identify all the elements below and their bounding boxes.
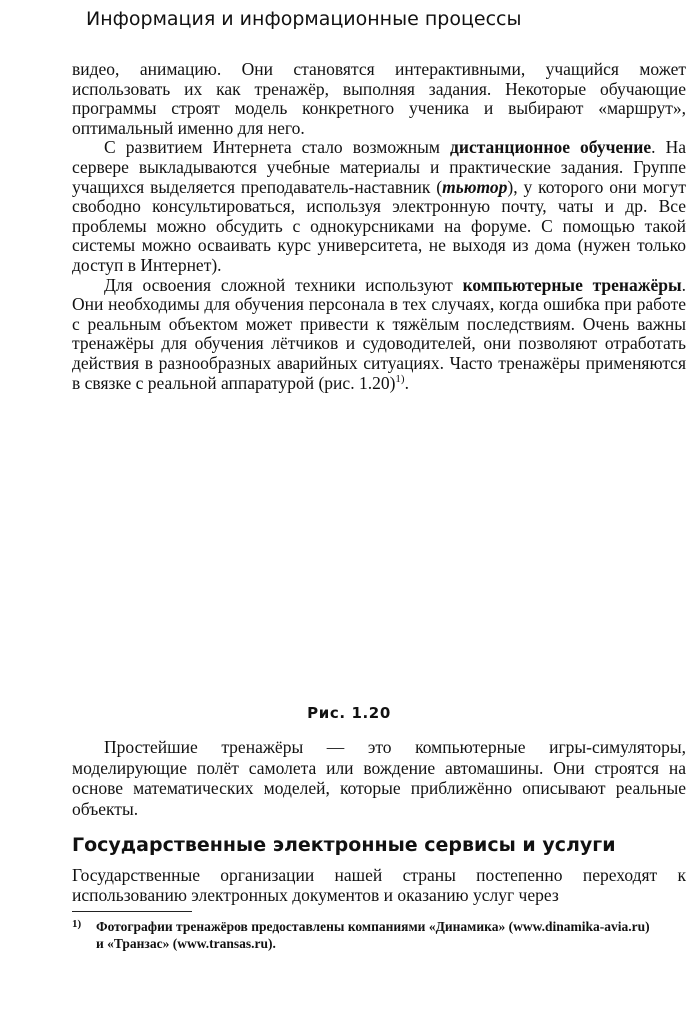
- p2-pre: С развитием Интернета стало возможным: [104, 137, 451, 158]
- paragraph-simulators: [72, 276, 686, 394]
- p2-post: ), у которого они могут свободно консультироваться, используя электронную почту, чаты и др. Все проблемы можно обсудить с однокурсниками на форуме. С помощью такой системы можно осваивать курс университета, не выходя из дома (нужен только доступ в Интернет).: [72, 176, 686, 275]
- footnote-mark: 1): [72, 918, 82, 930]
- p3-end: .: [404, 372, 409, 393]
- section-heading: Государственные электронные сервисы и услуги: [72, 834, 616, 856]
- p2-mid: . На сервере выкладываются учебные материалы и практические задания. Группе учащихся выделяется преподаватель-наставник (: [72, 137, 686, 197]
- p3-pre: Для освоения сложной техники используют: [104, 274, 463, 295]
- paragraph-distance-learning: [72, 138, 686, 275]
- footnote: [72, 918, 656, 952]
- main-text: [72, 60, 686, 393]
- footnote-divider: [72, 911, 192, 912]
- footnote-text: Фотографии тренажёров предоставлены компаниями «Динамика» (www.dinamika-avia.ru) и «Транзас» (www.transas.ru).: [96, 919, 650, 951]
- term-distance-learning: дистанционное обучение: [450, 137, 652, 158]
- simple-simulators-text: [72, 737, 686, 819]
- term-computer-simulators: компьютерные тренажёры: [462, 274, 682, 295]
- section-text: [72, 865, 686, 905]
- paragraph-simple-simulators: Простейшие тренажёры — это компьютерные игры-симуляторы, моделирующие полёт самолета или вождение автомашины. Они строятся на основе математических моделей, которые приближённо описывают реальные объекты.: [72, 737, 686, 819]
- p3-post: . Они необходимы для обучения персонала в тех случаях, когда ошибка при работе с реальным объектом может привести к тяжёлым последствиям. Очень важны тренажёры для обучения лётчиков и судоводителей, они позволяют отработать действия в разнообразных аварийных ситуациях. Часто тренажёры применяются в связке с реальной аппаратурой (рис. 1.20): [72, 274, 686, 393]
- paragraph-gov-services: Государственные организации нашей страны постепенно переходят к использованию электронных документов и оказанию услуг через: [72, 865, 686, 905]
- running-header: Информация и информационные процессы: [86, 8, 522, 30]
- footnote-ref: 1): [395, 372, 405, 385]
- term-tutor: тьютор: [442, 176, 508, 197]
- paragraph-multimedia: видео, анимацию. Они становятся интерактивными, учащийся может использовать их как тренажёр, выполняя задания. Некоторые обучающие программы строят модель конкретного ученика и выбирают «маршрут», оптимальный именно для него.: [72, 59, 686, 138]
- figure-caption: Рис. 1.20: [307, 704, 391, 722]
